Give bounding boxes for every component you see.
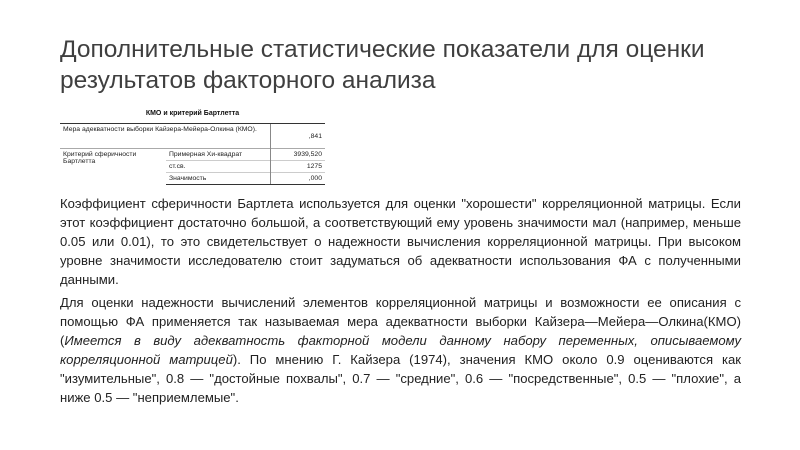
table-row (60, 149, 325, 161)
bartlett-value: 3939,520 (271, 149, 326, 161)
slide-title: Дополнительные статистические показатели для оценки результатов факторного анализа (60, 36, 705, 94)
paragraph-kmo-end: ). По мнению Г. Кайзера (1974), значения КМО около 0.9 оцениваются как "изумительные", 0.8 — "достойные похвалы", 0.7 — "средние", 0.6 — "посредственные", 0.5 — "плохие", а ниже 0.5 — "неприемлемые". (60, 352, 741, 405)
bartlett-label: Критерий сферичности Бартлетта (60, 149, 166, 185)
bartlett-value: 1275 (271, 161, 326, 173)
paragraph-kmo-start: Для оценки надежности вычислений элементов корреляционной матрицы и возможности ее описания с помощью ФА применяется так называемая мера адекватности выборки Кайзера—Мейера—Олкина(КМО) ( (60, 295, 741, 348)
kmo-table (60, 123, 325, 185)
bartlett-value: ,000 (271, 173, 326, 185)
table-row (60, 124, 325, 149)
paragraph-kmo (60, 293, 741, 407)
bartlett-sub-label: Значимость (166, 173, 271, 185)
kmo-table-caption: КМО и критерий Бартлетта (145, 110, 240, 117)
kmo-row-label: Мера адекватности выборки Кайзера-Мейера-Олкина (КМО). (60, 124, 271, 149)
bartlett-sub-label: Примерная Хи-квадрат (166, 149, 271, 161)
bartlett-sub-label: ст.св. (166, 161, 271, 173)
kmo-row-value: ,841 (271, 124, 326, 149)
kmo-table-block (60, 110, 325, 185)
paragraph-bartlett: Коэффициент сферичности Бартлета используется для оценки "хорошести" корреляционной матрицы. Если этот коэффициент достаточно большой, а соответствующий ему уровень значимости мал (например, меньше 0.05 или 0.01), то это свидетельствует о надежности вычисления корреляционной матрицы. При высоком уровне значимости исследователю стоит задуматься об адекватности использования ФА с полученными данными. (60, 196, 741, 287)
paragraph-kmo-italic: Имеется в виду адекватность факторной модели данному набору переменных, описываемому корреляционной матрицей (60, 333, 741, 367)
